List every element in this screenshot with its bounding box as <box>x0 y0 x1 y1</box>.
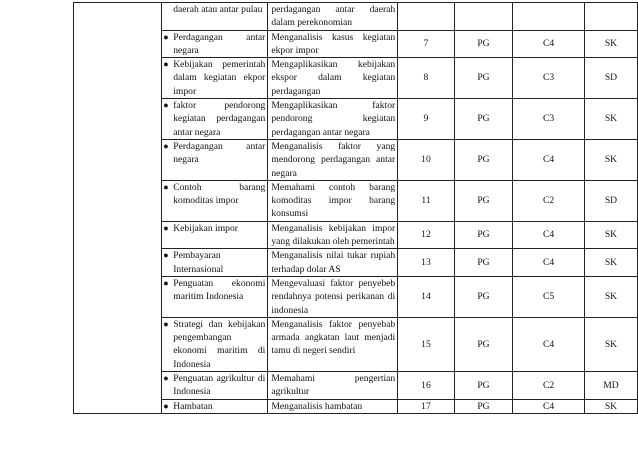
indicator-cell: Mengaplikasikan faktor pendorong kegiatan perdagangan antar negara <box>268 99 398 140</box>
topic-text: faktor pendorong kegiatan perdagangan antar negara <box>173 100 266 138</box>
difficulty-cell: SK <box>584 317 637 371</box>
topic-text: Perdagangan antar negara <box>173 140 266 166</box>
bullet-icon: ● <box>163 277 169 288</box>
difficulty-cell: SK <box>584 276 637 317</box>
bullet-icon: ● <box>163 31 169 42</box>
cognitive-level-cell: C2 <box>513 180 585 221</box>
indicator-cell: Menganalisis faktor yang mendorong perdagangan antar negara <box>268 139 398 180</box>
cognitive-level-cell <box>513 3 585 31</box>
cognitive-level-cell: C3 <box>513 58 585 99</box>
bullet-icon: ● <box>163 318 169 329</box>
topic-cell <box>162 276 268 317</box>
difficulty-cell: SK <box>584 139 637 180</box>
question-number-cell: 7 <box>398 30 454 58</box>
question-form-cell: PG <box>454 99 513 140</box>
bullet-icon: ● <box>163 373 169 384</box>
cognitive-level-cell: C4 <box>513 221 585 249</box>
bullet-icon: ● <box>163 181 169 192</box>
topic-cell <box>162 180 268 221</box>
question-form-cell: PG <box>454 30 513 58</box>
topic-text: Kebijakan pemerintah dalam kegiatan ekpor impor <box>173 59 266 97</box>
question-form-cell: PG <box>454 276 513 317</box>
topic-cell <box>162 58 268 99</box>
indicator-cell: Menganalisis kebijakan impor yang dilakukan oleh pemerintah <box>268 221 398 249</box>
cognitive-level-cell: C5 <box>513 276 585 317</box>
indicator-cell: Memahami contoh barang komoditas impor barang konsumsi <box>268 180 398 221</box>
topic-cell <box>162 372 268 400</box>
question-number-cell: 13 <box>398 249 454 277</box>
difficulty-cell: SD <box>584 180 637 221</box>
topic-cell <box>162 317 268 371</box>
question-number-cell: 12 <box>398 221 454 249</box>
topic-text: Kebijakan impor <box>173 222 238 234</box>
question-number-cell: 14 <box>398 276 454 317</box>
topic-text: Hambatan <box>173 400 213 412</box>
question-form-cell: PG <box>454 372 513 400</box>
topic-text: daerah atau antar pulau <box>173 4 263 15</box>
topic-cell <box>162 99 268 140</box>
difficulty-cell: SD <box>584 58 637 99</box>
question-number-cell: 16 <box>398 372 454 400</box>
cognitive-level-cell: C4 <box>513 317 585 371</box>
indicator-cell: Menganalisis hambatan <box>268 399 398 413</box>
indicator-cell: Menganalisis kasus kegiatan ekpor impor <box>268 30 398 58</box>
indicator-cell: Memahami pengertian agrikultur <box>268 372 398 400</box>
table-row <box>74 3 638 31</box>
difficulty-cell <box>584 3 637 31</box>
question-number-cell: 11 <box>398 180 454 221</box>
question-form-cell: PG <box>454 180 513 221</box>
question-grid-table <box>73 2 638 414</box>
question-form-cell: PG <box>454 317 513 371</box>
difficulty-cell: SK <box>584 221 637 249</box>
indicator-cell: perdagangan antar daerah dalam perekonomian <box>268 3 398 31</box>
cognitive-level-cell: C2 <box>513 372 585 400</box>
bullet-icon: ● <box>163 400 169 411</box>
question-number-cell: 17 <box>398 399 454 413</box>
topic-text: Contoh barang komoditas impor <box>173 181 266 207</box>
difficulty-cell: SK <box>584 99 637 140</box>
cognitive-level-cell: C4 <box>513 139 585 180</box>
bullet-icon: ● <box>163 222 169 233</box>
topic-cell <box>162 3 268 31</box>
topic-text: Perdagangan antar negara <box>173 31 266 56</box>
indicator-cell: Menganalisis faktor penyebab armada angkatan laut menjadi tamu di negeri sendiri <box>268 317 398 371</box>
topic-text: Penguatan agrikultur di Indonesia <box>173 373 266 398</box>
topic-cell <box>162 30 268 58</box>
indicator-cell: Mengaplikasikan kebijakan ekspor dalam kegiatan perdagangan <box>268 58 398 99</box>
difficulty-cell: SK <box>584 30 637 58</box>
question-number-cell: 15 <box>398 317 454 371</box>
question-form-cell: PG <box>454 139 513 180</box>
question-number-cell <box>398 3 454 31</box>
topic-text: Penguatan ekonomi maritim Indonesia <box>173 277 266 303</box>
topic-cell <box>162 221 268 249</box>
question-grid-body <box>74 3 638 414</box>
topic-cell <box>162 249 268 277</box>
question-form-cell: PG <box>454 58 513 99</box>
cognitive-level-cell: C4 <box>513 30 585 58</box>
question-form-cell <box>454 3 513 31</box>
bullet-icon: ● <box>163 59 169 70</box>
topic-cell <box>162 399 268 413</box>
empty-left-column-cell <box>74 3 162 414</box>
cognitive-level-cell: C3 <box>513 99 585 140</box>
indicator-cell: Menganalisis nilai tukar rupiah terhadap dolar AS <box>268 249 398 277</box>
bullet-icon: ● <box>163 140 169 151</box>
question-form-cell: PG <box>454 249 513 277</box>
question-form-cell: PG <box>454 399 513 413</box>
difficulty-cell: MD <box>584 372 637 400</box>
indicator-cell: Mengevaluasi faktor penyebeb rendahnya potensi perikanan di indonesia <box>268 276 398 317</box>
difficulty-cell: SK <box>584 399 637 413</box>
topic-text: Strategi dan kebijakan pengembangan ekonomi maritim di Indonesia <box>173 318 266 370</box>
topic-cell <box>162 139 268 180</box>
cognitive-level-cell: C4 <box>513 399 585 413</box>
cognitive-level-cell: C4 <box>513 249 585 277</box>
question-number-cell: 9 <box>398 99 454 140</box>
difficulty-cell: SK <box>584 249 637 277</box>
topic-text: Pembayaran Internasional <box>173 250 224 275</box>
bullet-icon: ● <box>163 250 169 261</box>
question-number-cell: 8 <box>398 58 454 99</box>
question-form-cell: PG <box>454 221 513 249</box>
question-number-cell: 10 <box>398 139 454 180</box>
bullet-icon: ● <box>163 100 169 111</box>
